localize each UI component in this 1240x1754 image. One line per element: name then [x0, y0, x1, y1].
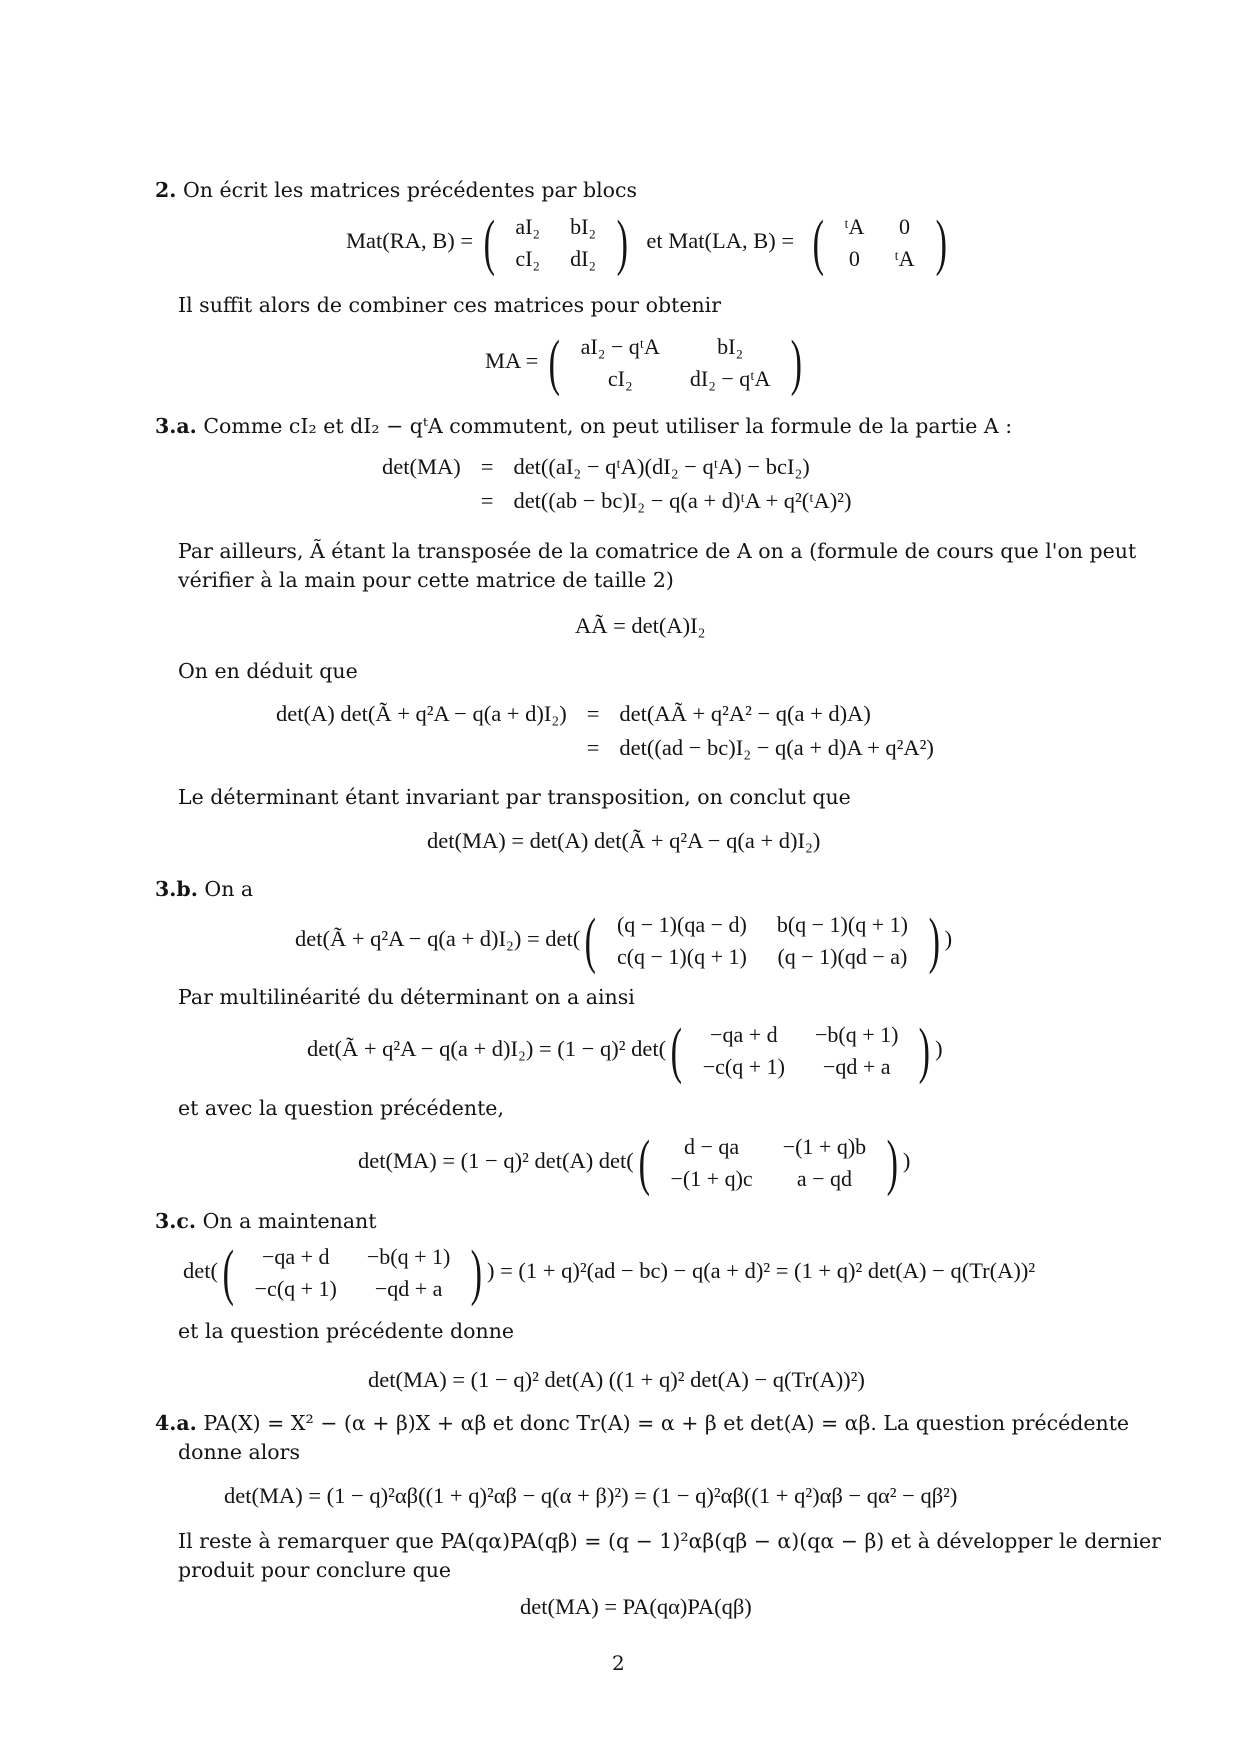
q3c-eq1: [183, 1240, 1035, 1306]
eq-lhs: det(MA) = (1 − q)² det(A) det(: [358, 1148, 634, 1174]
q3b-intro: On a: [204, 877, 254, 901]
paren-right: ): [886, 1129, 899, 1197]
matrix-cell: cI₂: [607, 366, 633, 391]
eq-close: ): [902, 1148, 911, 1174]
matrix-cell: aI₂ − qᵗA: [580, 334, 660, 359]
paren-left: (: [812, 209, 824, 277]
q2-ma-lhs: MA =: [485, 348, 539, 374]
matrix-cell: −c(q + 1): [254, 1276, 337, 1301]
q4a-eq1: det(MA) = (1 − q)²αβ((1 + q)²αβ − q(α + β)²) = (1 − q)²αβ((1 + q²)αβ − qα² − qβ²): [224, 1483, 958, 1508]
q3c-label: 3.c.: [155, 1209, 197, 1233]
matrix-cell: −b(q + 1): [814, 1022, 899, 1047]
matrix-cell: −(1 + q)c: [670, 1166, 753, 1191]
q2-block-equation: [346, 210, 951, 276]
q2-intro: On écrit les matrices précédentes par blocs: [182, 178, 638, 202]
matrix-cell: −qd + a: [374, 1276, 443, 1301]
q4a-para1: Il reste à remarquer que PA(qα)PA(qβ) = (q − 1)²αβ(qβ − α)(qα − β) et à développer le dernier: [178, 1529, 1161, 1553]
q2-matrix-la: [828, 210, 930, 276]
eq-rhs: det((ad − bc)I₂ − q(a + d)A + q²A²): [619, 735, 934, 760]
q3c-heading: [155, 1207, 376, 1236]
q3b-eq3: [358, 1130, 910, 1196]
q4a-label: 4.a.: [155, 1411, 197, 1435]
q3a-eq4: det(MA) = det(A) det(Ã + q²A − q(a + d)I₂): [427, 828, 821, 853]
matrix-cell: −c(q + 1): [702, 1054, 785, 1079]
q2-eq-lhs1: Mat(RA, B) =: [346, 228, 474, 254]
eq-rhs: det((ab − bc)I₂ − q(a + d)ᵗA + q²(ᵗA)²): [513, 488, 852, 513]
q3c-matrix: [239, 1240, 467, 1306]
q3a-intro: Comme cI₂ et dI₂ − qᵗA commutent, on peut utiliser la formule de la partie A :: [203, 414, 1013, 438]
q3c-eq2: det(MA) = (1 − q)² det(A) ((1 + q)² det(A) − q(Tr(A))²): [368, 1367, 865, 1392]
eq-rhs: ) = (1 + q)²(ad − bc) − q(a + d)² = (1 + q)² det(A) − q(Tr(A))²: [487, 1258, 1036, 1284]
q3b-eq1: [295, 908, 952, 974]
q3b-label: 3.b.: [155, 877, 198, 901]
q3c-para: et la question précédente donne: [178, 1319, 515, 1343]
eq-close: ): [944, 926, 953, 952]
q3a-eq3: [266, 697, 944, 765]
q3a-eq1: [372, 450, 862, 518]
q3b-eq2: [307, 1018, 943, 1084]
q3b-matrix3: [654, 1130, 882, 1196]
matrix-cell: bI₂: [570, 214, 597, 239]
eq-sign: =: [586, 735, 600, 760]
matrix-cell: ᵗA: [894, 246, 915, 271]
paren-left: (: [483, 209, 495, 277]
eq-lhs: det(Ã + q²A − q(a + d)I₂) = (1 − q)² det(: [307, 1036, 667, 1062]
q4a-eq2: det(MA) = PA(qα)PA(qβ): [520, 1594, 752, 1619]
matrix-cell: (q − 1)(qa − d): [616, 912, 747, 937]
q3a-para2: Le déterminant étant invariant par transposition, on conclut que: [178, 785, 851, 809]
paren-left: (: [222, 1239, 234, 1307]
matrix-cell: −qa + d: [261, 1244, 330, 1269]
q3a-deduce: On en déduit que: [178, 659, 358, 683]
paren-right: ): [919, 1017, 931, 1085]
paren-right: ): [470, 1239, 483, 1307]
q3b-para: Par multilinéarité du déterminant on a ainsi: [178, 985, 635, 1009]
matrix-cell: −qa + d: [710, 1022, 778, 1047]
matrix-cell: dI₂ − qᵗA: [689, 366, 771, 391]
q3b-heading: [155, 875, 253, 904]
paren-left: (: [638, 1129, 650, 1197]
eq-close: ): [935, 1036, 943, 1062]
matrix-cell: −(1 + q)b: [782, 1134, 867, 1159]
matrix-cell: cI₂: [515, 246, 541, 271]
eq-lhs: det(: [183, 1258, 218, 1284]
q4a-line1: PA(X) = X² − (α + β)X + αβ et donc Tr(A) = α + β et det(A) = αβ. La question précédente: [203, 1411, 1130, 1435]
paren-left: (: [670, 1017, 683, 1085]
q3a-para1: Par ailleurs, Ã étant la transposée de la comatrice de A on a (formule de cours que l'on peut: [178, 539, 1137, 563]
eq-rhs: det(AÃ + q²A² − q(a + d)A): [619, 701, 871, 726]
matrix-cell: 0: [898, 214, 910, 239]
q3b-matrix1: [601, 908, 924, 974]
q3a-heading: [155, 412, 1012, 441]
matrix-cell: dI₂: [570, 246, 597, 271]
q4a-line2: donne alors: [178, 1440, 300, 1464]
page-number: 2: [612, 1651, 625, 1675]
matrix-cell: −b(q + 1): [366, 1244, 451, 1269]
matrix-cell: 0: [848, 246, 860, 271]
q2-eq-mid: et Mat(LA, B) =: [646, 228, 795, 254]
q4a-para2: produit pour conclure que: [178, 1558, 452, 1582]
eq-lhs: det(Ã + q²A − q(a + d)I₂) = det(: [295, 926, 581, 952]
q4a-heading: [155, 1409, 1129, 1438]
q2-combine: Il suffit alors de combiner ces matrices pour obtenir: [178, 293, 722, 317]
matrix-cell: ᵗA: [844, 214, 865, 239]
matrix-cell: c(q − 1)(q + 1): [616, 944, 747, 969]
eq-lhs: det(MA): [382, 454, 461, 479]
eq-rhs: det((aI₂ − qᵗA)(dI₂ − qᵗA) − bcI₂): [513, 454, 810, 479]
q3a-para1b: vérifier à la main pour cette matrice de taille 2): [178, 568, 674, 592]
matrix-cell: aI₂: [515, 214, 541, 239]
paren-right: ): [928, 907, 940, 975]
q2-ma-equation: [485, 330, 807, 396]
eq-lhs: det(A) det(Ã + q²A − q(a + d)I₂): [276, 701, 567, 726]
eq-sign: =: [480, 454, 494, 479]
q3a-eq2: AÃ = det(A)I₂: [575, 613, 706, 638]
eq-sign: =: [586, 701, 600, 726]
q3b-matrix2: [687, 1018, 915, 1084]
matrix-cell: (q − 1)(qd − a): [777, 944, 908, 969]
eq-lhs-empty: [266, 731, 577, 765]
q3a-label: 3.a.: [155, 414, 197, 438]
eq-lhs-empty: [372, 484, 471, 518]
matrix-cell: a − qd: [796, 1166, 852, 1191]
q2-heading: [155, 176, 637, 205]
q3c-intro: On a maintenant: [202, 1209, 377, 1233]
eq-sign: =: [480, 488, 494, 513]
q3b-para2: et avec la question précédente,: [178, 1096, 504, 1120]
matrix-cell: b(q − 1)(q + 1): [776, 912, 908, 937]
paren-left: (: [584, 907, 597, 975]
matrix-cell: −qd + a: [822, 1054, 891, 1079]
q2-matrix-ma: [565, 330, 787, 396]
matrix-cell: d − qa: [683, 1134, 740, 1159]
q2-matrix-ra: [499, 210, 612, 276]
q2-label: 2.: [155, 178, 177, 202]
paren-right: ): [935, 209, 947, 277]
paren-left: (: [548, 329, 560, 397]
paren-right: ): [791, 329, 803, 397]
paren-right: ): [616, 209, 629, 277]
matrix-cell: bI₂: [717, 334, 744, 359]
